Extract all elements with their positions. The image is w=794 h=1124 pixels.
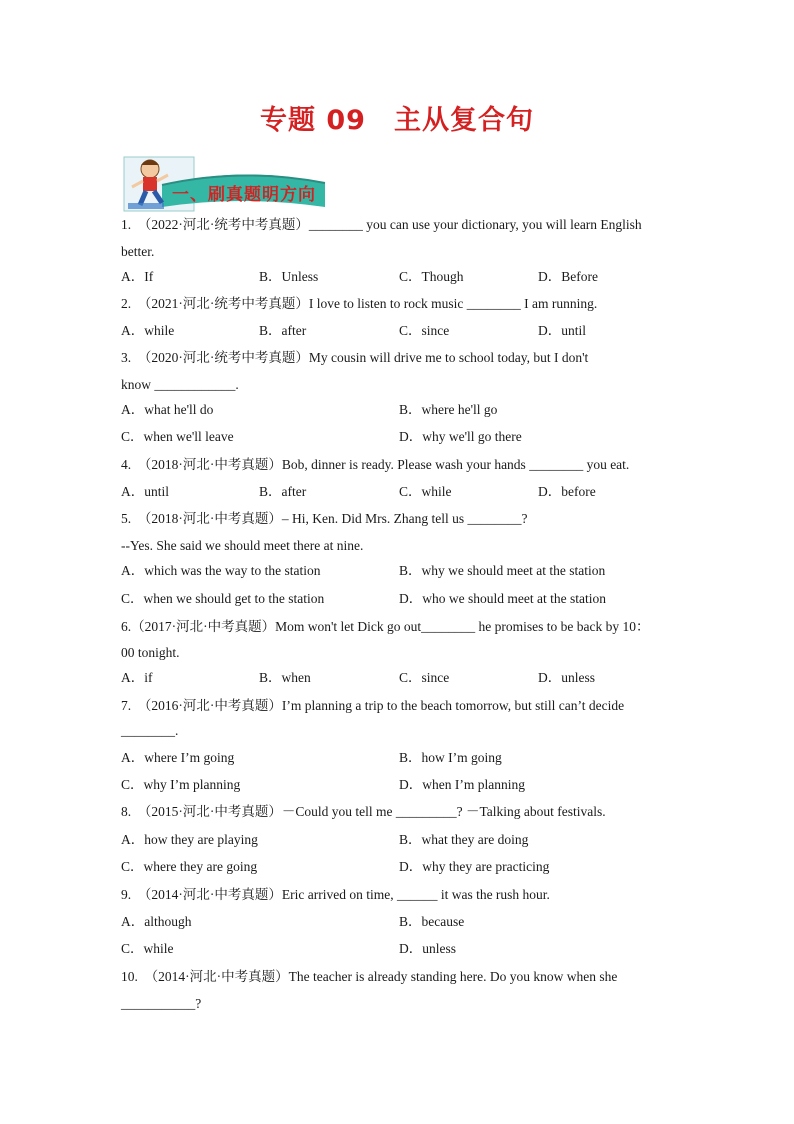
question-3-option-c: C．when we'll leave <box>121 429 234 444</box>
question-3-line-2: know ____________. <box>121 377 239 392</box>
question-8-option-a: A．how they are playing <box>121 832 258 847</box>
question-6-option-b: B．when <box>259 670 311 685</box>
question-8-option-c: C．where they are going <box>121 859 258 874</box>
question-7-option-b: B．how I’m going <box>399 750 502 765</box>
question-4-option-b: B．after <box>259 484 307 499</box>
question-9-option-a: A．although <box>121 914 192 929</box>
question-10-line-1: 10. （2014·河北·中考真题）The teacher is already standing here. Do you know when she <box>121 969 618 984</box>
question-1-option-c: C．Though <box>399 269 464 284</box>
question-1-line-1: 1. （2022·河北·统考中考真题）________ you can use your dictionary, you will learn English <box>121 217 642 232</box>
question-6-option-a: A．if <box>121 670 153 685</box>
page-title: 专题 09 主从复合句 <box>260 105 534 136</box>
question-5-option-c: C．when we should get to the station <box>121 591 325 606</box>
section-heading: 一、刷真题明方向 <box>172 185 316 205</box>
question-3-option-d: D．why we'll go there <box>399 429 522 444</box>
question-9-option-c: C．while <box>121 941 174 956</box>
question-9-line-1: 9. （2014·河北·中考真题）Eric arrived on time, ______ it was the rush hour. <box>121 887 550 902</box>
question-4-option-d: D．before <box>538 484 596 499</box>
question-5-line-2: --Yes. She said we should meet there at nine. <box>121 538 364 553</box>
question-1-option-a: A．If <box>121 269 154 284</box>
question-2-option-a: A．while <box>121 323 175 338</box>
question-8-option-b: B．what they are doing <box>399 832 529 847</box>
question-6-option-d: D．unless <box>538 670 595 685</box>
question-8-line-1: 8. （2015·河北·中考真题）－Could you tell me _________? －Talking about festivals. <box>121 804 606 819</box>
question-7-line-2: ________. <box>121 723 179 738</box>
question-1-option-b: B．Unless <box>259 269 319 284</box>
question-2-option-b: B．after <box>259 323 307 338</box>
question-4-option-c: C．while <box>399 484 452 499</box>
question-1-option-d: D．Before <box>538 269 598 284</box>
question-4-line-1: 4. （2018·河北·中考真题）Bob, dinner is ready. Please wash your hands ________ you eat. <box>121 457 630 472</box>
question-5-line-1: 5. （2018·河北·中考真题）– Hi, Ken. Did Mrs. Zhang tell us ________? <box>121 511 528 526</box>
question-3-option-b: B．where he'll go <box>399 402 498 417</box>
question-5-option-d: D．who we should meet at the station <box>399 591 606 606</box>
question-2-line-1: 2. （2021·河北·统考中考真题）I love to listen to rock music ________ I am running. <box>121 296 598 311</box>
question-9-option-d: D．unless <box>399 941 456 956</box>
question-6-line-1: 6.（2017·河北·中考真题）Mom won't let Dick go out________ he promises to be back by 10： <box>121 619 650 634</box>
question-7-line-1: 7. （2016·河北·中考真题）I’m planning a trip to the beach tomorrow, but still can’t decide <box>121 698 625 713</box>
question-10-line-2: ___________? <box>121 996 202 1011</box>
question-6-option-c: C．since <box>399 670 450 685</box>
question-3-option-a: A．what he'll do <box>121 402 214 417</box>
question-7-option-a: A．where I’m going <box>121 750 235 765</box>
question-2-option-d: D．until <box>538 323 587 338</box>
question-8-option-d: D．why they are practicing <box>399 859 550 874</box>
question-1-line-2: better. <box>121 244 155 259</box>
question-5-option-b: B．why we should meet at the station <box>399 563 606 578</box>
question-4-option-a: A．until <box>121 484 170 499</box>
question-5-option-a: A．which was the way to the station <box>121 563 321 578</box>
question-2-option-c: C．since <box>399 323 450 338</box>
question-6-line-2: 00 tonight. <box>121 645 180 660</box>
question-7-option-d: D．when I’m planning <box>399 777 525 792</box>
question-3-line-1: 3. （2020·河北·统考中考真题）My cousin will drive me to school today, but I don't <box>121 350 589 365</box>
question-7-option-c: C．why I’m planning <box>121 777 241 792</box>
question-9-option-b: B．because <box>399 914 465 929</box>
